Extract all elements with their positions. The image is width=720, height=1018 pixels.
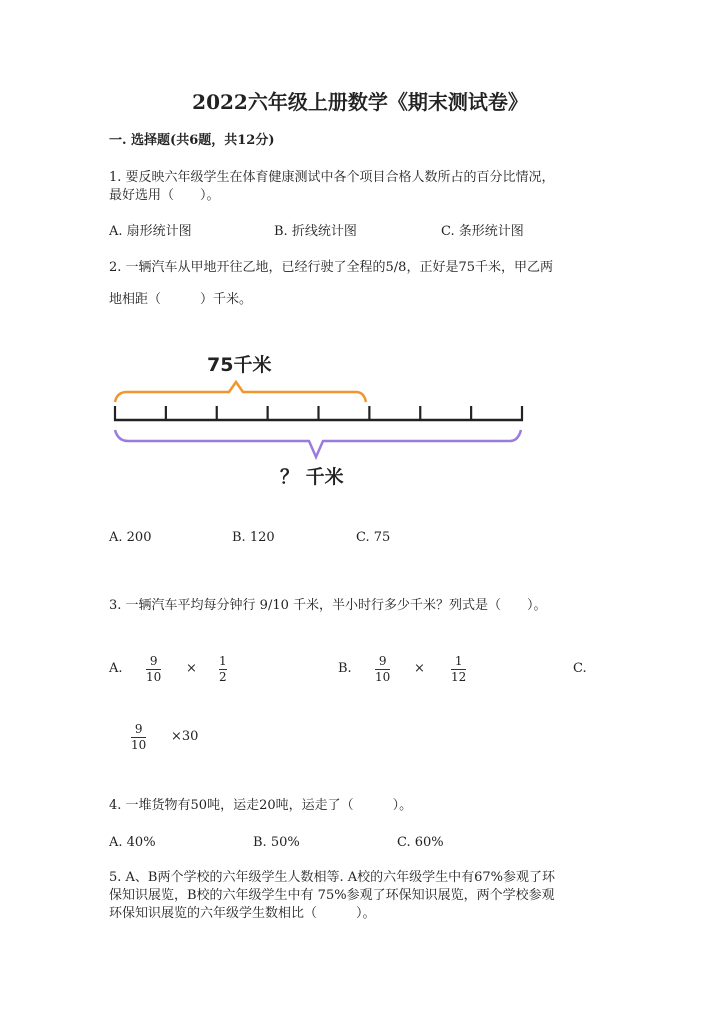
times-sign: × bbox=[414, 661, 425, 676]
q4-option-c: C. 60% bbox=[397, 835, 444, 850]
q5-text: 环保知识展览的六年级学生数相比（ ）。 bbox=[109, 906, 376, 921]
q3-option-a-label: A. bbox=[109, 661, 123, 676]
q2-option-b: B. 120 bbox=[232, 530, 275, 545]
q1-option-b: B. 折线统计图 bbox=[274, 224, 357, 239]
q1-option-a: A. 扇形统计图 bbox=[109, 224, 192, 239]
q3-text: 3. 一辆汽车平均每分钟行 9/10 千米，半小时行多少千米？列式是（ ）。 bbox=[109, 598, 547, 613]
fraction: 9 10 bbox=[131, 722, 147, 753]
q1-text: 最好选用（ ）。 bbox=[109, 188, 220, 203]
q2-text: 地相距（ ）千米。 bbox=[109, 292, 253, 307]
fraction: 9 10 bbox=[146, 654, 162, 685]
q5-text: 保知识展览，B校的六年级学生中有 75%参观了环保知识展览，两个学校参观 bbox=[109, 888, 555, 903]
bottom-brace bbox=[115, 430, 521, 457]
q4-option-a: A. 40% bbox=[109, 835, 156, 850]
top-brace bbox=[115, 382, 366, 402]
q1-option-c: C. 条形统计图 bbox=[441, 224, 524, 239]
q2-option-c: C. 75 bbox=[356, 530, 391, 545]
bottom-label: ？ 千米 bbox=[280, 466, 344, 488]
times-thirty: ×30 bbox=[171, 729, 199, 744]
q1-text: 1. 要反映六年级学生在体育健康测试中各个项目合格人数所占的百分比情况， bbox=[109, 170, 555, 185]
q2-option-a: A. 200 bbox=[109, 530, 152, 545]
q3-option-b-label: B. bbox=[338, 661, 352, 676]
q4-option-b: B. 50% bbox=[253, 835, 300, 850]
q2-text: 2. 一辆汽车从甲地开往乙地，已经行驶了全程的5/8，正好是75千米，甲乙两 bbox=[109, 260, 553, 275]
top-label: 75千米 bbox=[207, 354, 272, 376]
q5-text: 5. A、B两个学校的六年级学生人数相等. A校的六年级学生中有67%参观了环 bbox=[109, 870, 556, 885]
section-heading: 一. 选择题(共6题，共12分) bbox=[109, 133, 275, 148]
fraction: 9 10 bbox=[375, 654, 391, 685]
q3-option-c-label: C. bbox=[573, 661, 587, 676]
times-sign: × bbox=[186, 661, 197, 676]
fraction: 1 12 bbox=[451, 654, 467, 685]
q4-text: 4. 一堆货物有50吨，运走20吨，运走了（ ）。 bbox=[109, 798, 413, 813]
page-title: 2022六年级上册数学《期末测试卷》 bbox=[192, 90, 528, 114]
fraction: 1 2 bbox=[219, 654, 227, 685]
